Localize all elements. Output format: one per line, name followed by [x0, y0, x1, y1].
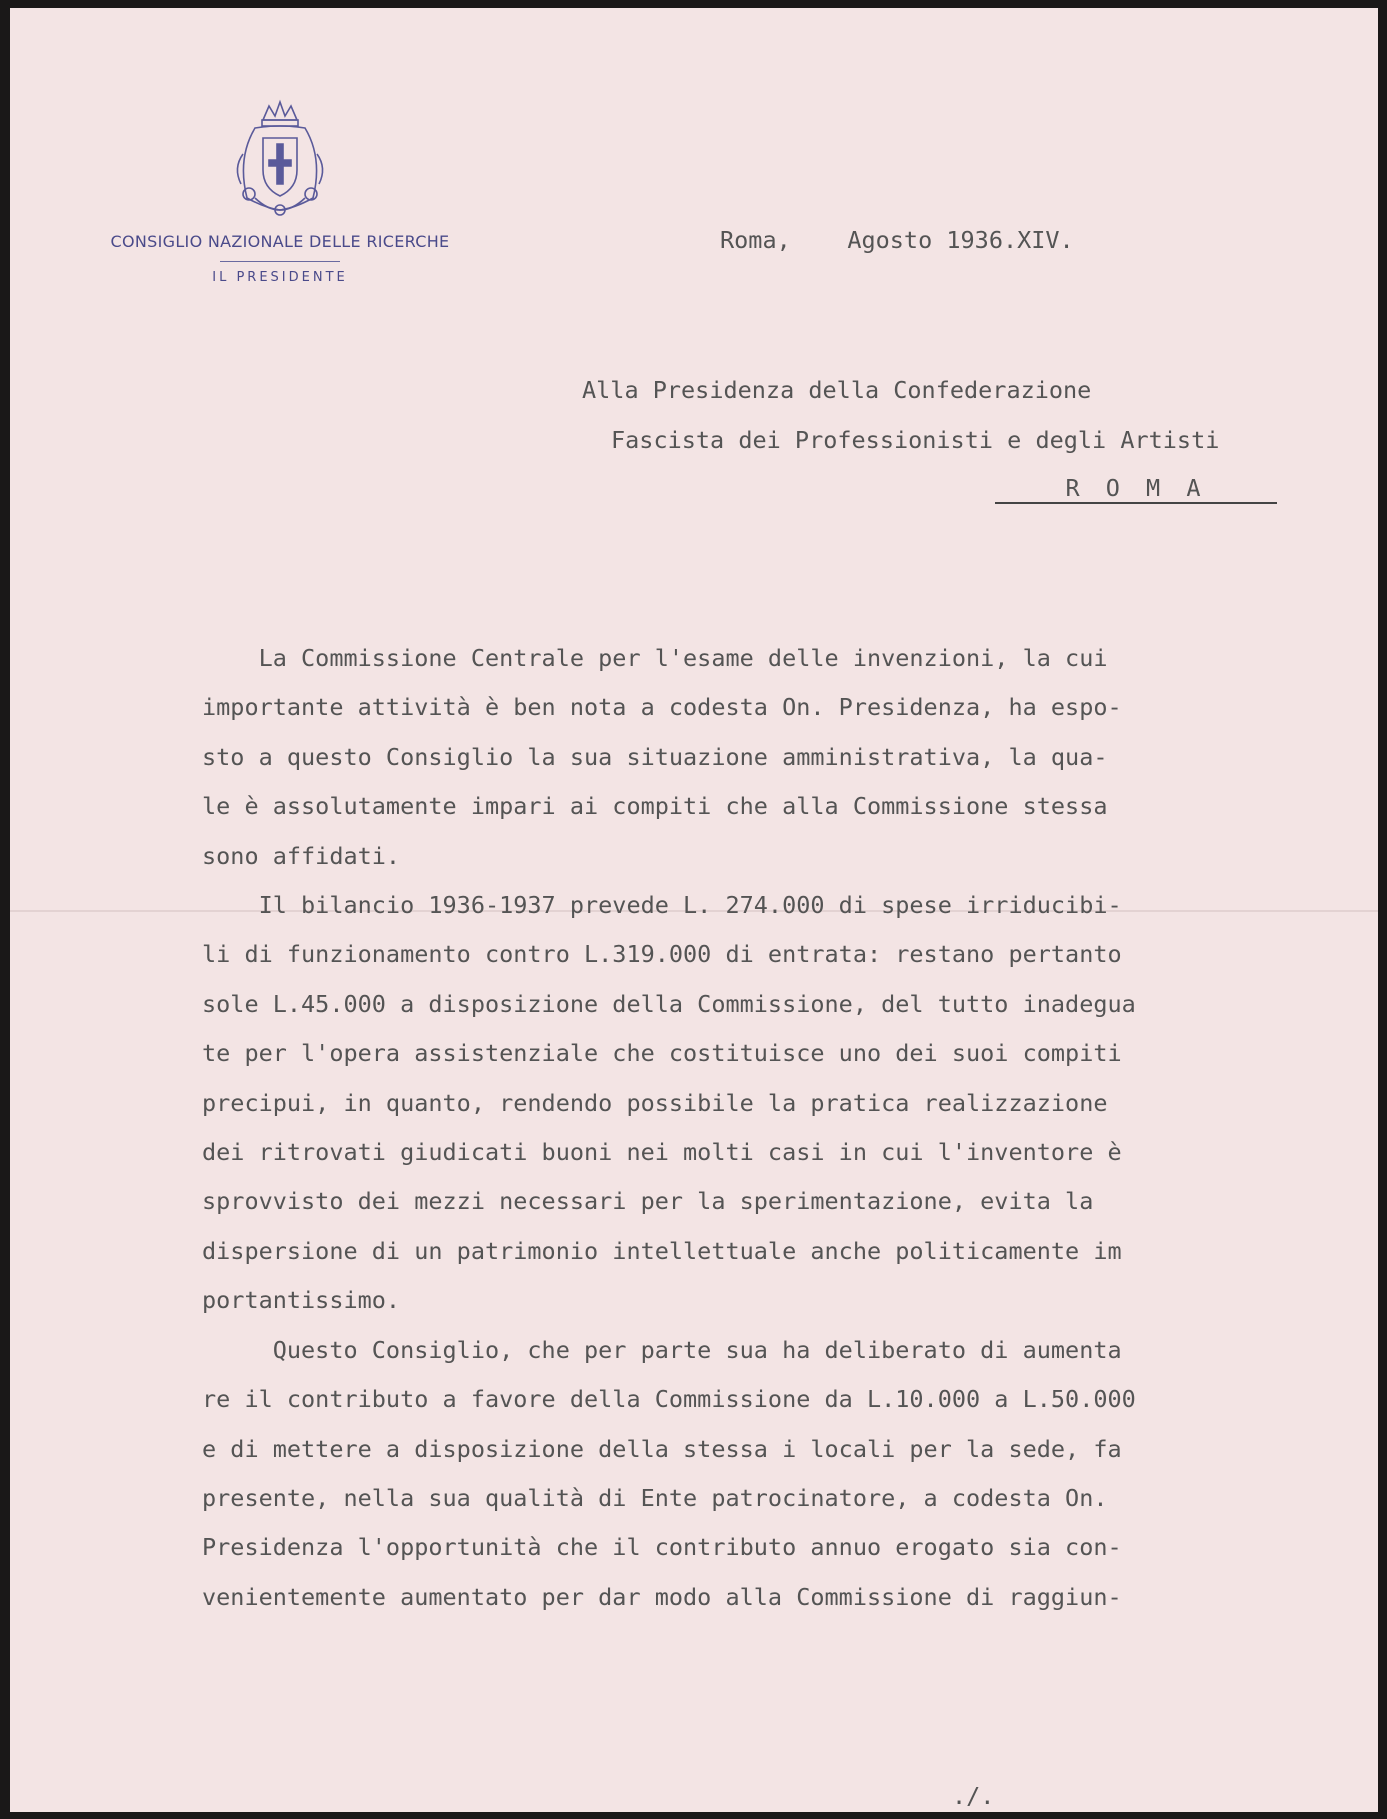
letter-body — [202, 634, 1352, 1622]
body-line: sprovvisto dei mezzi necessari per la sperimentazione, evita la — [202, 1187, 1094, 1216]
body-line: li di funzionamento contro L.319.000 di entrata: restano pertanto — [202, 940, 1122, 969]
body-line: La Commissione Centrale per l'esame delle invenzioni, la cui — [202, 644, 1108, 672]
letterhead-divider — [220, 261, 340, 262]
body-line: sono affidati. — [202, 841, 401, 870]
letterhead — [80, 98, 480, 285]
recipient-line-1: Alla Presidenza della Confederazione — [582, 376, 1092, 404]
body-line: le è assolutamente impari ai compiti che alla Commissione stessa — [202, 792, 1108, 821]
continuation-mark: ./. — [952, 1782, 995, 1810]
recipient-city: R O M A — [995, 474, 1277, 504]
date-line: Roma, Agosto 1936.XIV. — [720, 226, 1074, 254]
letter-page — [10, 8, 1378, 1812]
organization-role: IL PRESIDENTE — [212, 270, 348, 285]
organization-name: CONSIGLIO NAZIONALE DELLE RICERCHE — [110, 232, 450, 251]
recipient-line-2: Fascista dei Professionisti e degli Artisti — [611, 426, 1220, 454]
body-line: Il bilancio 1936-1937 prevede L. 274.000 di spese irriducibi- — [202, 891, 1122, 920]
body-line: venientemente aumentato per dar modo alla Commissione di raggiun- — [202, 1582, 1122, 1611]
body-line: importante attività è ben nota a codesta On. Presidenza, ha espo- — [202, 693, 1122, 722]
body-line: e di mettere a disposizione della stessa i locali per la sede, fa — [202, 1434, 1122, 1463]
body-line: portantissimo. — [202, 1286, 401, 1315]
body-line: Questo Consiglio, che per parte sua ha deliberato di aumenta — [202, 1335, 1122, 1364]
coat-of-arms-icon — [225, 98, 335, 224]
body-line: precipui, in quanto, rendendo possibile la pratica realizzazione — [202, 1088, 1108, 1117]
body-line: sto a questo Consiglio la sua situazione amministrativa, la qua- — [202, 742, 1108, 771]
body-line: dispersione di un patrimonio intellettuale anche politicamente im — [202, 1236, 1122, 1265]
body-line: Presidenza l'opportunità che il contributo annuo erogato sia con- — [202, 1533, 1122, 1562]
body-line: dei ritrovati giudicati buoni nei molti casi in cui l'inventore è — [202, 1138, 1122, 1167]
body-line: presente, nella sua qualità di Ente patrocinatore, a codesta On. — [202, 1483, 1108, 1512]
body-line: re il contributo a favore della Commissione da L.10.000 a L.50.000 — [202, 1385, 1136, 1414]
body-line: te per l'opera assistenziale che costituisce uno dei suoi compiti — [202, 1039, 1122, 1068]
body-line: sole L.45.000 a disposizione della Commissione, del tutto inadegua — [202, 989, 1136, 1018]
